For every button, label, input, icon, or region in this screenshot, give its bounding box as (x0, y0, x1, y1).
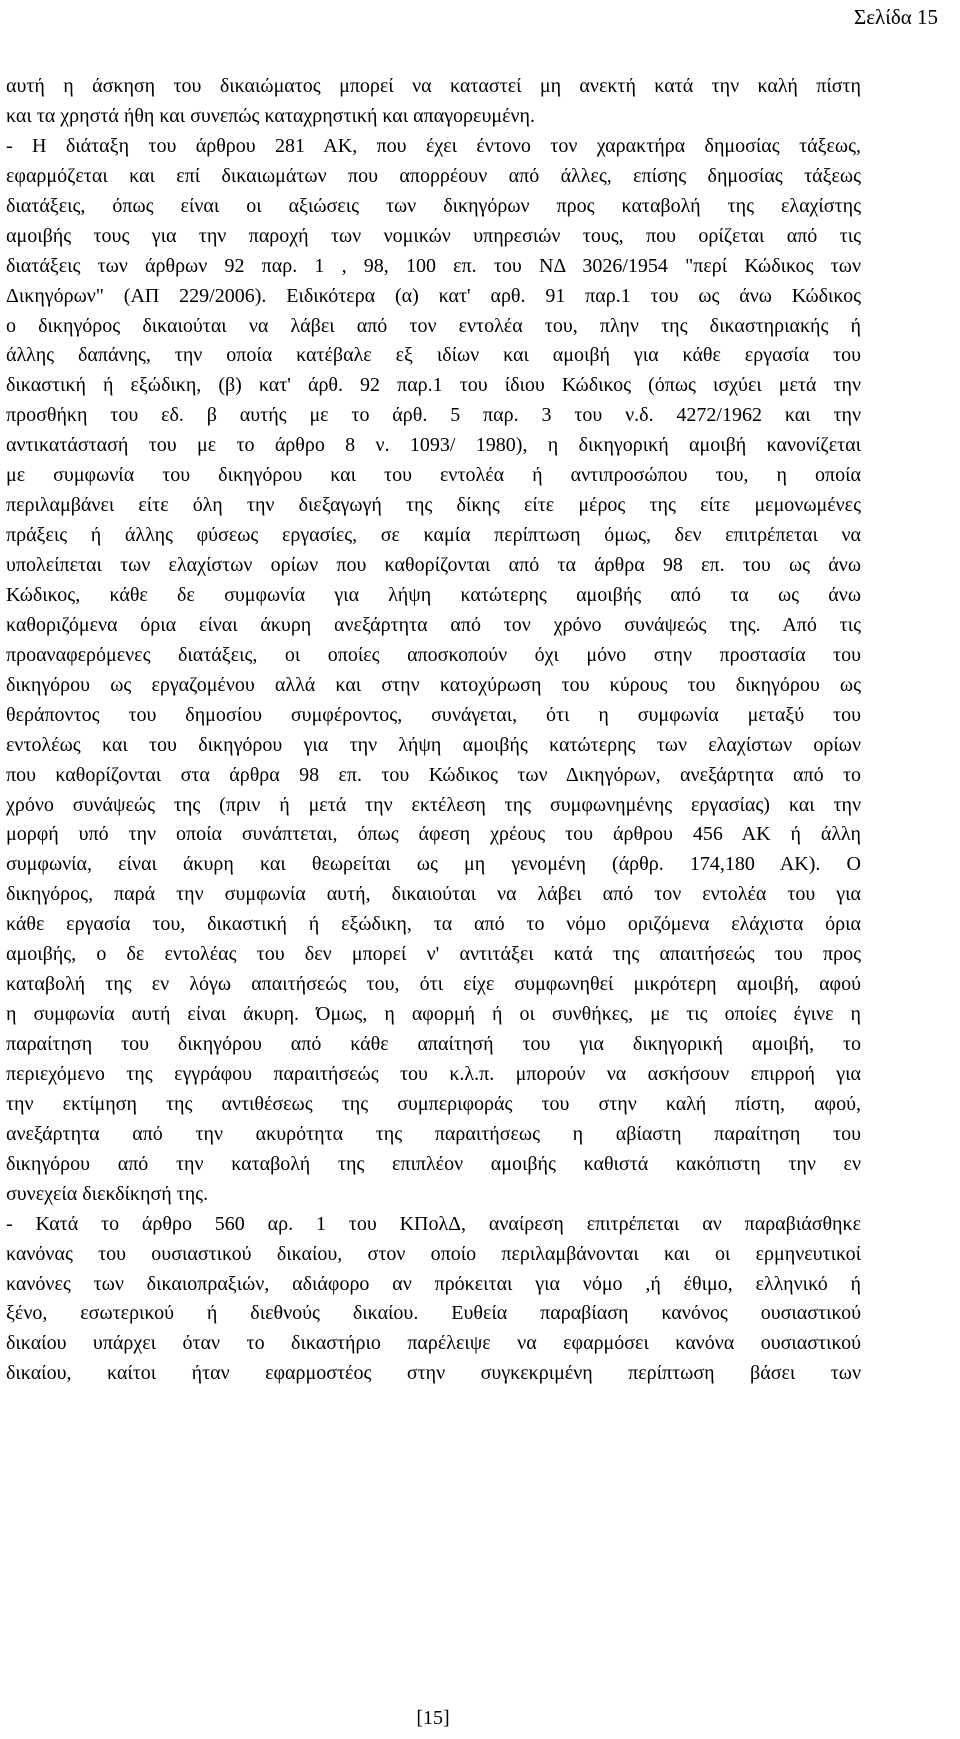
text-line: περιεχόμενο της εγγράφου παραιτήσεώς του κ.λ.π. μπορούν να ασκήσουν επιρροή για (6, 1062, 861, 1085)
text-line: αντικατάστασή του με το άρθρο 8 ν. 1093/ 1980), η δικηγορική αμοιβή κανονίζεται (6, 434, 861, 457)
text-line: δικηγόρου από την καταβολή της επιπλέον αμοιβής καθιστά κακόπιστη την εν (6, 1152, 861, 1175)
text-line: προαναφερόμενες διατάξεις, οι οποίες αποσκοπούν όχι μόνο στην προστασία του (6, 643, 861, 666)
text-line: καθοριζόμενα όρια είναι άκυρη ανεξάρτητα από τον χρόνο συνάψεώς της. Από τις (6, 613, 861, 636)
text-line: αμοιβής τους για την παροχή των νομικών υπηρεσιών τους, που ορίζεται από τις (6, 224, 861, 247)
text-line: προσθήκη του εδ. β αυτής με το άρθ. 5 παρ. 3 του ν.δ. 4272/1962 και την (6, 404, 861, 427)
text-line: περιλαμβάνει είτε όλη την διεξαγωγή της δίκης είτε μέρος της είτε μεμονωμένες (6, 494, 861, 517)
text-line: Κώδικος, κάθε δε συμφωνία για λήψη κατώτερης αμοιβής από τα ως άνω (6, 583, 861, 606)
text-line: υπολείπεται των ελαχίστων ορίων που καθορίζονται από τα άρθρα 98 επ. του ως άνω (6, 554, 861, 576)
text-line: συμφωνία, είναι άκυρη και θεωρείται ως μη γενομένη (άρθρ. 174,180 ΑΚ). Ο (6, 853, 861, 876)
text-line: διατάξεις, όπως είναι οι αξιώσεις των δικηγόρων προς καταβολή της ελαχίστης (6, 194, 861, 217)
text-line: - Κατά το άρθρο 560 αρ. 1 του ΚΠολΔ, αναίρεση επιτρέπεται αν παραβιάσθηκε (6, 1212, 861, 1235)
text-line: συνεχεία διεκδίκησή της. (6, 1182, 209, 1205)
text-line: δικαίου, καίτοι ήταν εφαρμοστέος στην συγκεκριμένη περίπτωση βάσει των (6, 1362, 861, 1385)
text-line: ανεξάρτητα από την ακυρότητα της παραιτήσεως η αβίαστη παραίτηση του (6, 1122, 861, 1145)
text-line: θεράποντος του δημοσίου συμφέροντος, συνάγεται, ότι η συμφωνία μεταξύ του (6, 703, 861, 726)
text-line: Δικηγόρων" (ΑΠ 229/2006). Ειδικότερα (α) κατ' αρθ. 91 παρ.1 του ως άνω Κώδικος (6, 284, 861, 307)
text-line: κάθε εργασία του, δικαστική ή εξώδικη, τα από το νόμο οριζόμενα ελάχιστα όρια (6, 913, 861, 936)
text-line: δικηγόρος, παρά την συμφωνία αυτή, δικαιούται να λάβει από τον εντολέα του για (6, 883, 861, 906)
text-line: εντολέως και του δικηγόρου για την λήψη αμοιβής κατώτερης των ελαχίστων ορίων (6, 733, 861, 756)
text-line: πράξεις ή άλλης φύσεως εργασίες, σε καμία περίπτωση όμως, δεν επιτρέπεται να (6, 524, 861, 547)
text-line: την εκτίμηση της αντιθέσεως της συμπεριφοράς του στην καλή πίστη, αφού, (6, 1092, 861, 1115)
text-line: με συμφωνία του δικηγόρου και του εντολέα ή αντιπροσώπου του, η οποία (6, 464, 861, 487)
text-line: δικηγόρου ως εργαζομένου αλλά και στην κατοχύρωση του κύρους του δικηγόρου ως (6, 673, 861, 696)
text-line: και τα χρηστά ήθη και συνεπώς καταχρηστική και απαγορευμένη. (6, 104, 535, 127)
text-line: κανόνες των δικαιοπραξιών, αδιάφορο αν πρόκειται για νόμο ,ή έθιμο, ελληνικό ή (6, 1272, 861, 1295)
text-line: δικαστική ή εξώδικη, (β) κατ' άρθ. 92 παρ.1 του ίδιου Κώδικος (όπως ισχύει μετά την (6, 374, 861, 397)
text-line: άλλης δαπάνης, την οποία κατέβαλε εξ ιδίων και αμοιβή για κάθε εργασία του (6, 344, 861, 367)
text-line: η συμφωνία αυτή είναι άκυρη. Όμως, η αφορμή ή οι συνθήκες, με τις οποίες έγινε η (6, 1003, 861, 1026)
text-line: αμοιβής, ο δε εντολέας του δεν μπορεί ν' αντιτάξει κατά της απαιτήσεώς του προς (6, 943, 861, 966)
text-line: μορφή υπό την οποία συνάπτεται, όπως άφεση χρέους του άρθρου 456 ΑΚ ή άλλη (6, 823, 861, 846)
text-line: χρόνο συνάψεώς της (πριν ή μετά την εκτέλεση της συμφωνημένης εργασίας) και την (6, 793, 861, 816)
text-line: κανόνας του ουσιαστικού δικαίου, στον οποίο περιλαμβάνονται και οι ερμηνευτικοί (6, 1242, 861, 1265)
text-line: καταβολή της εν λόγω απαιτήσεώς του, ότι είχε συμφωνηθεί μικρότερη αμοιβή, αφού (6, 973, 861, 996)
document-body (6, 72, 861, 1389)
page-header-label: Σελίδα 15 (853, 5, 938, 29)
text-line: δικαίου υπάρχει όταν το δικαστήριο παρέλειψε να εφαρμόσει κανόνα ουσιαστικού (6, 1332, 861, 1355)
text-line: διατάξεις των άρθρων 92 παρ. 1 , 98, 100 επ. του ΝΔ 3026/1954 "περί Κώδικος των (6, 254, 861, 277)
text-line: ξένο, εσωτερικού ή διεθνούς δικαίου. Ευθεία παραβίαση κανόνος ουσιαστικού (6, 1302, 861, 1325)
text-line: εφαρμόζεται και επί δικαιωμάτων που απορρέουν από άλλες, επίσης δημοσίας τάξεως (6, 164, 861, 187)
text-line: ο δικηγόρος δικαιούται να λάβει από τον εντολέα του, πλην της δικαστηριακής ή (6, 314, 861, 337)
text-line: αυτή η άσκηση του δικαιώματος μπορεί να καταστεί μη ανεκτή κατά την καλή πίστη (6, 75, 861, 97)
text-line: - Η διάταξη του άρθρου 281 ΑΚ, που έχει έντονο τον χαρακτήρα δημοσίας τάξεως, (6, 134, 861, 157)
text-line: παραίτηση του δικηγόρου από κάθε απαίτησή του για δικηγορική αμοιβή, το (6, 1033, 861, 1055)
page-number: [15] (416, 1707, 450, 1729)
text-line: που καθορίζονται στα άρθρα 98 επ. του Κώδικος των Δικηγόρων, ανεξάρτητα από το (6, 763, 861, 786)
